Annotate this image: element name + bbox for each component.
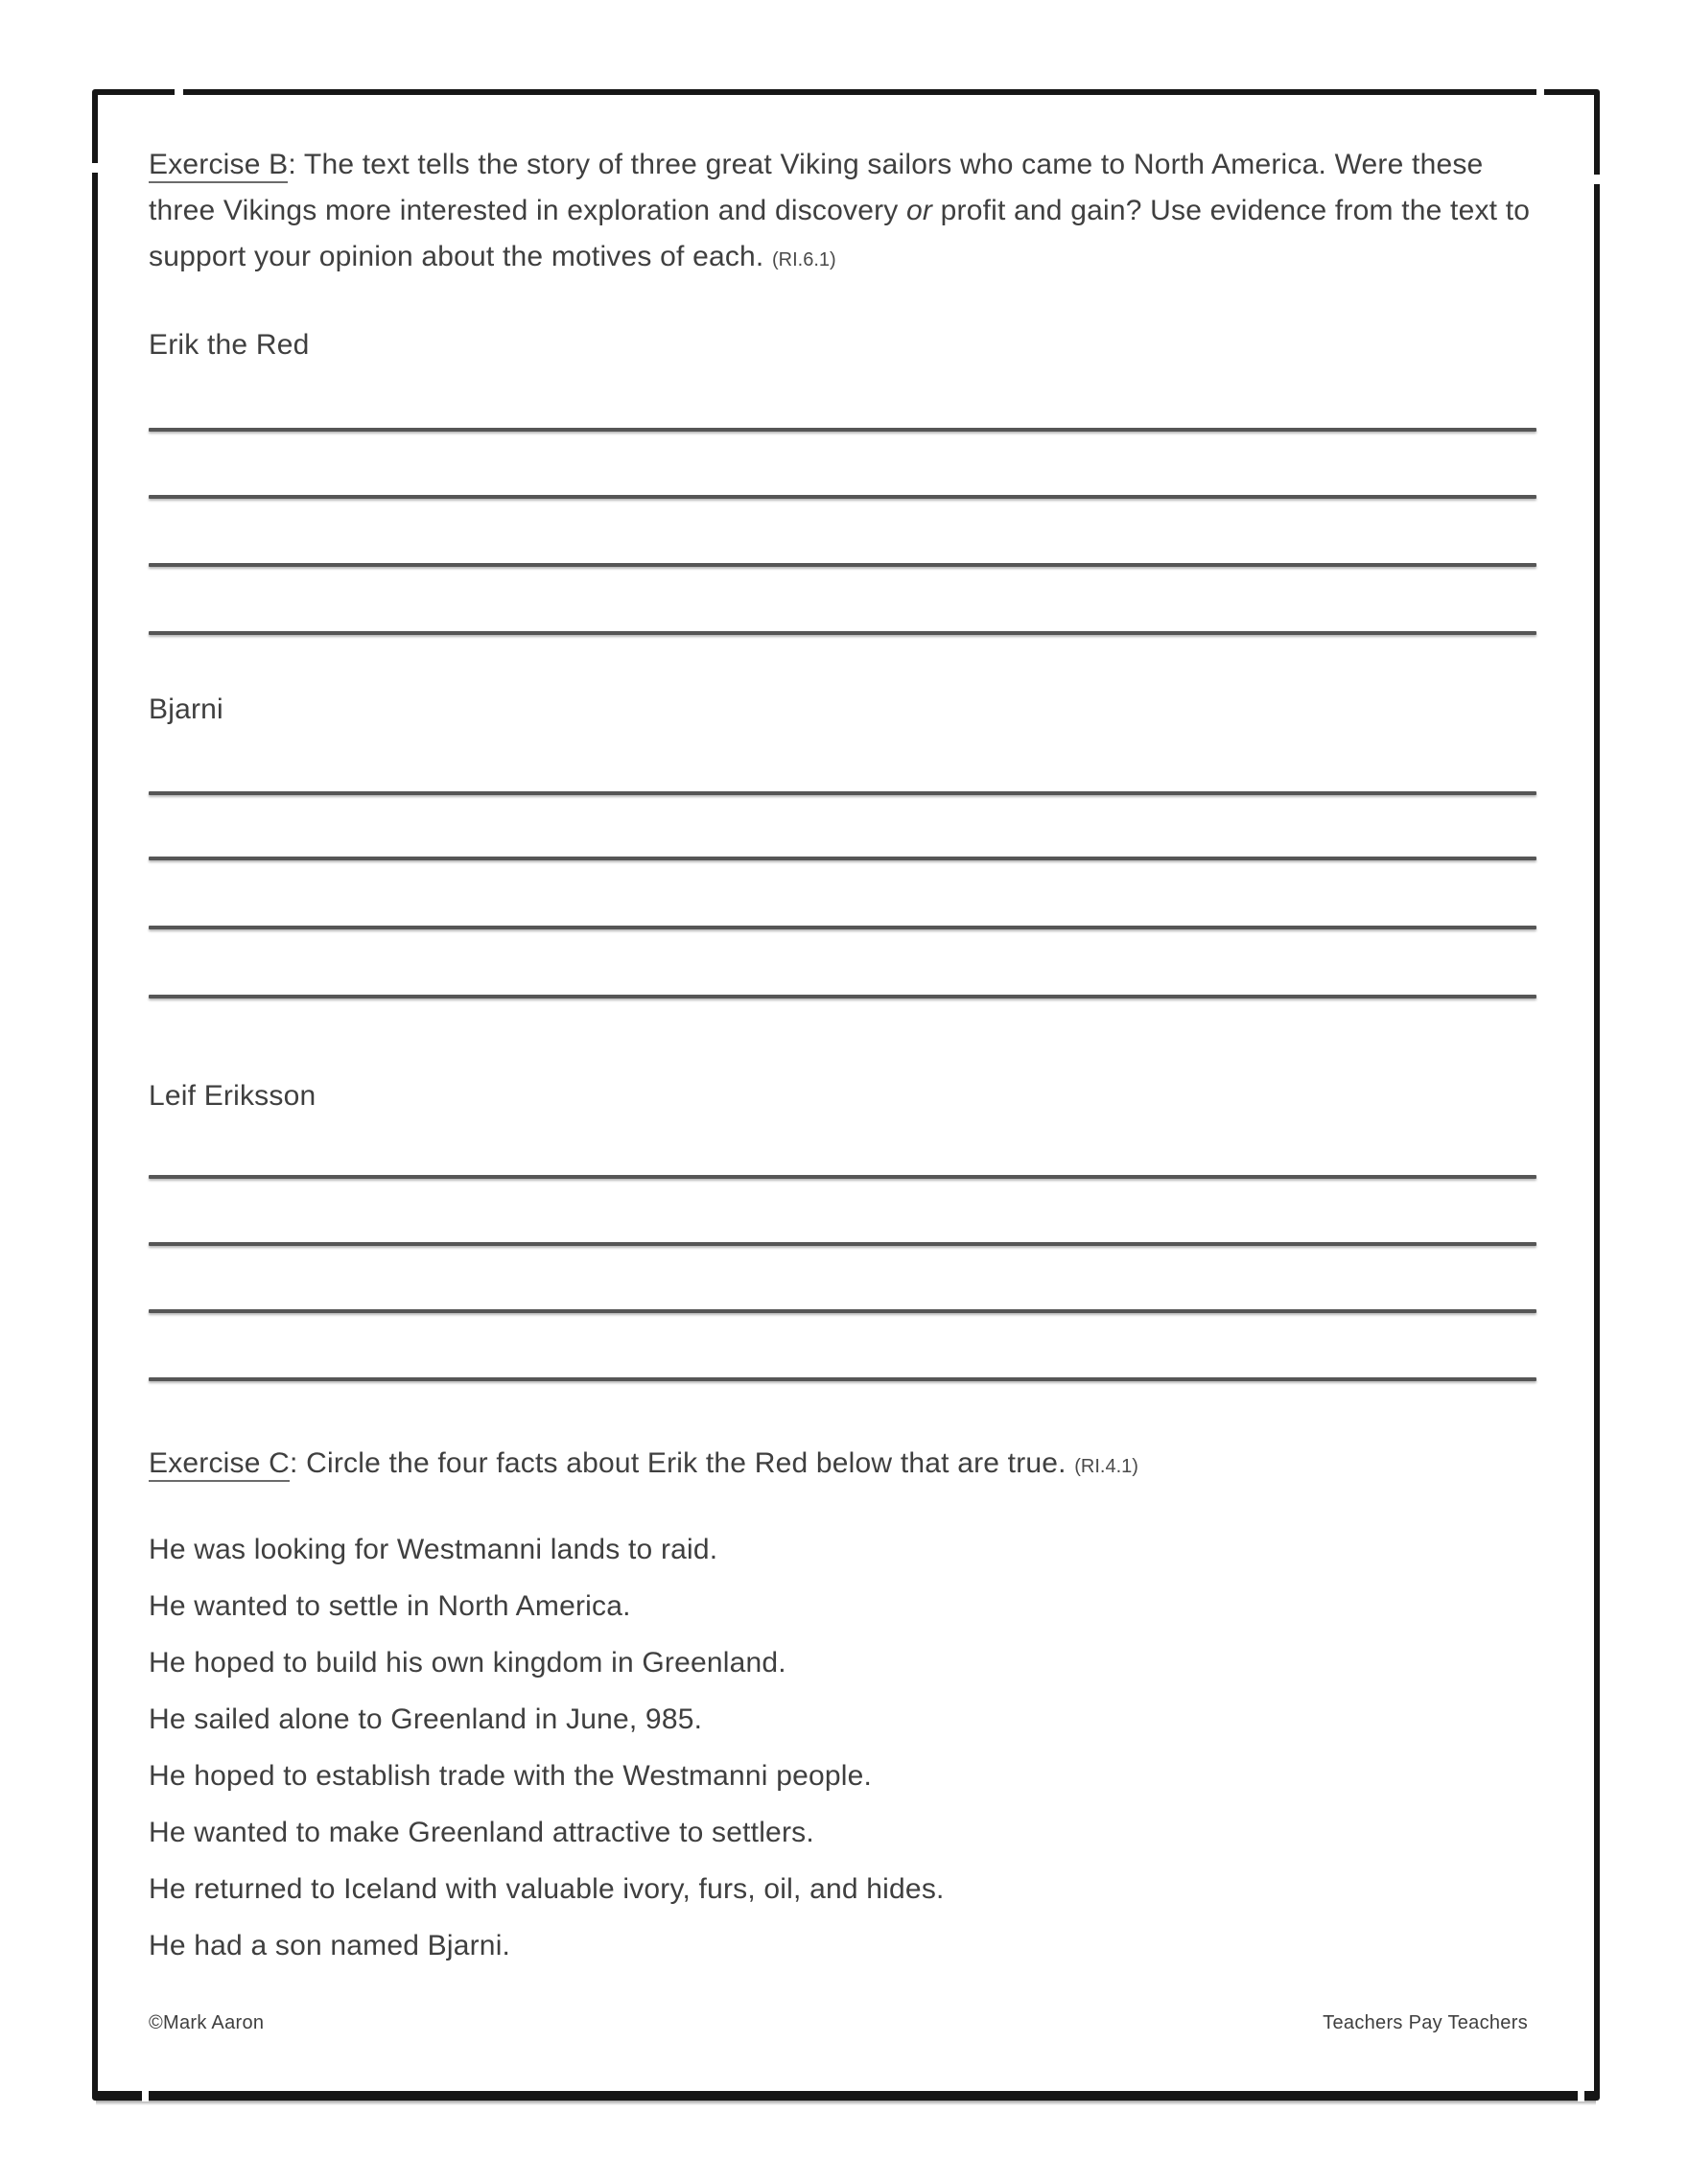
- footer-site: Teachers Pay Teachers: [1323, 2012, 1528, 2033]
- frame-corner-break: [1578, 2090, 1584, 2102]
- page-footer: [149, 2012, 1528, 2034]
- fact-item: He had a son named Bjarni.: [149, 1930, 511, 1961]
- fact-item: He hoped to establish trade with the Westmanni people.: [149, 1760, 873, 1792]
- exercise-c-text: : Circle the four facts about Erik the Red below that are true.: [290, 1447, 1075, 1479]
- answer-line: [149, 428, 1536, 432]
- exercise-b-text-1: : The text tells the story of three great Viking sailors who came to North America. Were these three Vikings more interested in exploration and discovery: [149, 149, 1484, 226]
- section-label-bjarni: Bjarni: [149, 693, 223, 725]
- facts-list: [149, 1521, 1549, 1974]
- frame-corner-break: [175, 88, 183, 96]
- exercise-b-label: Exercise B: [149, 149, 288, 183]
- answer-line: [149, 926, 1536, 929]
- frame-corner-break: [1592, 175, 1601, 184]
- answer-line: [149, 857, 1536, 860]
- answer-line: [149, 495, 1536, 499]
- exercise-b-italic-or: or: [906, 195, 933, 226]
- frame-corner-break: [142, 2090, 149, 2102]
- answer-line: [149, 1309, 1536, 1313]
- exercise-b-prompt: [149, 142, 1544, 283]
- footer-author: ©Mark Aaron: [149, 2012, 265, 2033]
- page-border-scan-blur: [96, 2101, 1596, 2105]
- section-label-erik-the-red: Erik the Red: [149, 329, 310, 361]
- answer-line: [149, 1377, 1536, 1381]
- fact-item: He sailed alone to Greenland in June, 985.: [149, 1703, 703, 1735]
- frame-corner-break: [1536, 88, 1544, 96]
- answer-line: [149, 791, 1536, 795]
- frame-corner-break: [91, 163, 99, 173]
- answer-line: [149, 631, 1536, 635]
- exercise-b-standard-citation: (RI.6.1): [772, 249, 836, 270]
- exercise-b-text-2: profit and gain? Use evidence from the text to support your opinion about the motives of each.: [149, 195, 1531, 272]
- answer-line: [149, 1242, 1536, 1246]
- fact-item: He returned to Iceland with valuable ivory, furs, oil, and hides.: [149, 1873, 945, 1905]
- exercise-c-standard-citation: (RI.4.1): [1074, 1456, 1138, 1477]
- answer-line: [149, 995, 1536, 998]
- answer-line: [149, 563, 1536, 567]
- exercise-c-label: Exercise C: [149, 1447, 290, 1482]
- fact-item: He hoped to build his own kingdom in Greenland.: [149, 1647, 786, 1679]
- answer-line: [149, 1175, 1536, 1179]
- exercise-c-prompt: [149, 1441, 1549, 1490]
- fact-item: He was looking for Westmanni lands to raid.: [149, 1534, 718, 1565]
- fact-item: He wanted to settle in North America.: [149, 1590, 631, 1622]
- section-label-leif-eriksson: Leif Eriksson: [149, 1080, 316, 1112]
- fact-item: He wanted to make Greenland attractive to settlers.: [149, 1817, 814, 1848]
